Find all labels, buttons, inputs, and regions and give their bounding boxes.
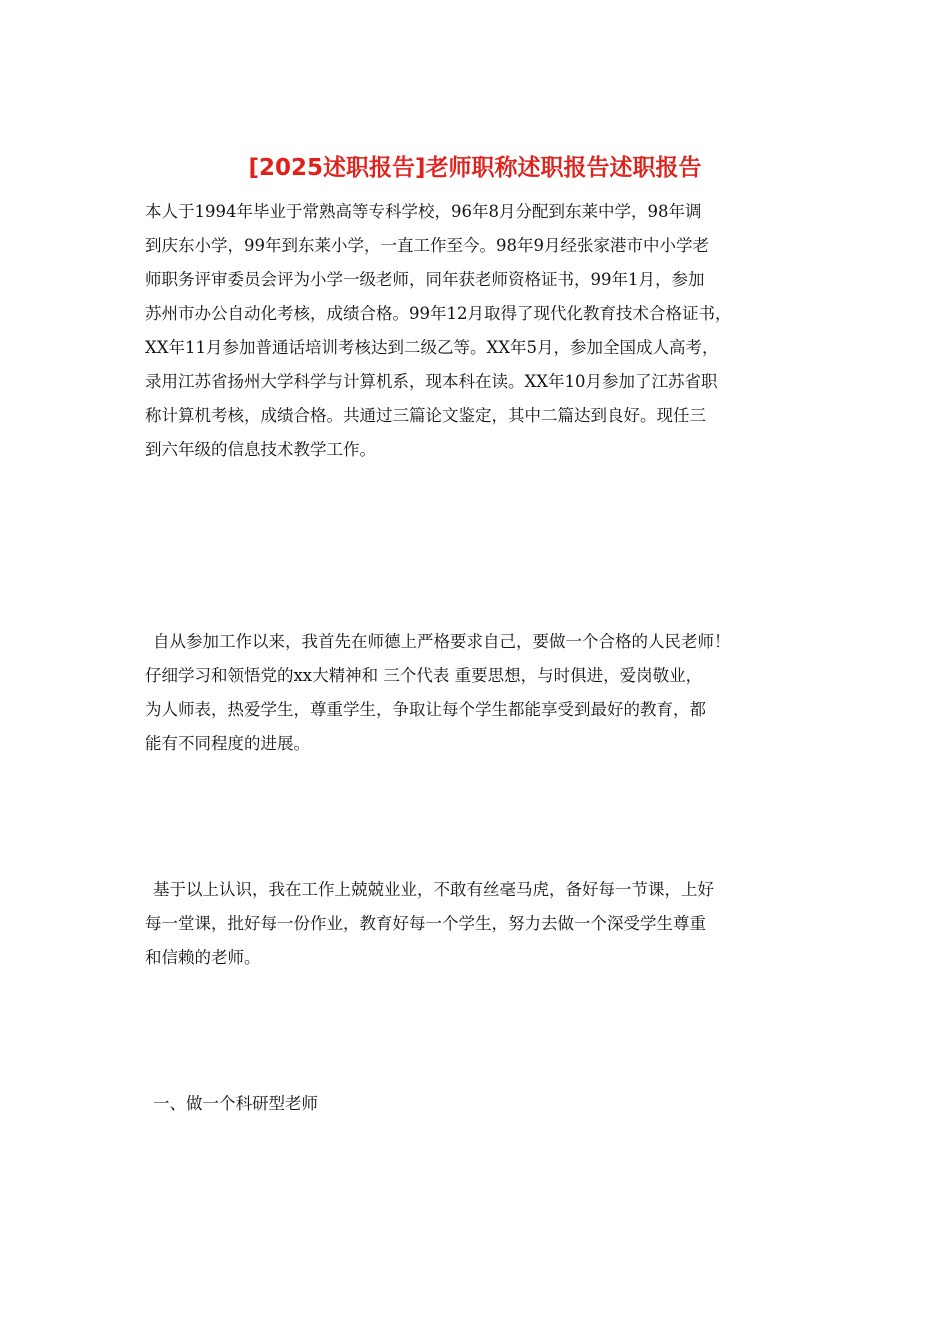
paragraph-line: 基于以上认识，我在工作上兢兢业业，不敢有丝毫马虎，备好每一节课，上好: [153, 880, 714, 899]
paragraph-line: 师职务评审委员会评为小学一级老师，同年获老师资格证书，99年1月，参加: [145, 270, 705, 289]
paragraph-line: 能有不同程度的进展。: [145, 734, 310, 753]
paragraph-line: 苏州市办公自动化考核，成绩合格。99年12月取得了现代化教育技术合格证书，: [145, 304, 732, 323]
paragraph-line: 称计算机考核，成绩合格。共通过三篇论文鉴定，其中二篇达到良好。现任三: [145, 406, 706, 425]
paragraph-line: 为人师表，热爱学生，尊重学生，争取让每个学生都能享受到最好的教育，都: [145, 700, 706, 719]
paragraph-line: 每一堂课，批好每一份作业，教育好每一个学生，努力去做一个深受学生尊重: [145, 914, 706, 933]
paragraph-line: 仔细学习和领悟党的xx大精神和 三个代表 重要思想，与时俱进，爱岗敬业，: [145, 666, 703, 685]
paragraph-line: 录用江苏省扬州大学科学与计算机系，现本科在读。XX年10月参加了江苏省职: [145, 372, 718, 391]
paragraph-line: 和信赖的老师。: [145, 948, 261, 967]
paragraph-line: 自从参加工作以来，我首先在师德上严格要求自己，要做一个合格的人民老师！: [153, 632, 731, 651]
paragraph-line: XX年11月参加普通话培训考核达到二级乙等。XX年5月，参加全国成人高考，: [145, 338, 719, 357]
document-title: [2025述职报告]老师职称述职报告述职报告: [248, 155, 702, 181]
paragraph-line: 到庆东小学，99年到东莱小学，一直工作至今。98年9月经张家港市中小学老: [145, 236, 709, 255]
paragraph-line: 本人于1994年毕业于常熟高等专科学校，96年8月分配到东莱中学，98年调: [145, 202, 702, 221]
section-heading: 一、做一个科研型老师: [153, 1094, 318, 1113]
paragraph-line: 到六年级的信息技术教学工作。: [145, 440, 376, 459]
